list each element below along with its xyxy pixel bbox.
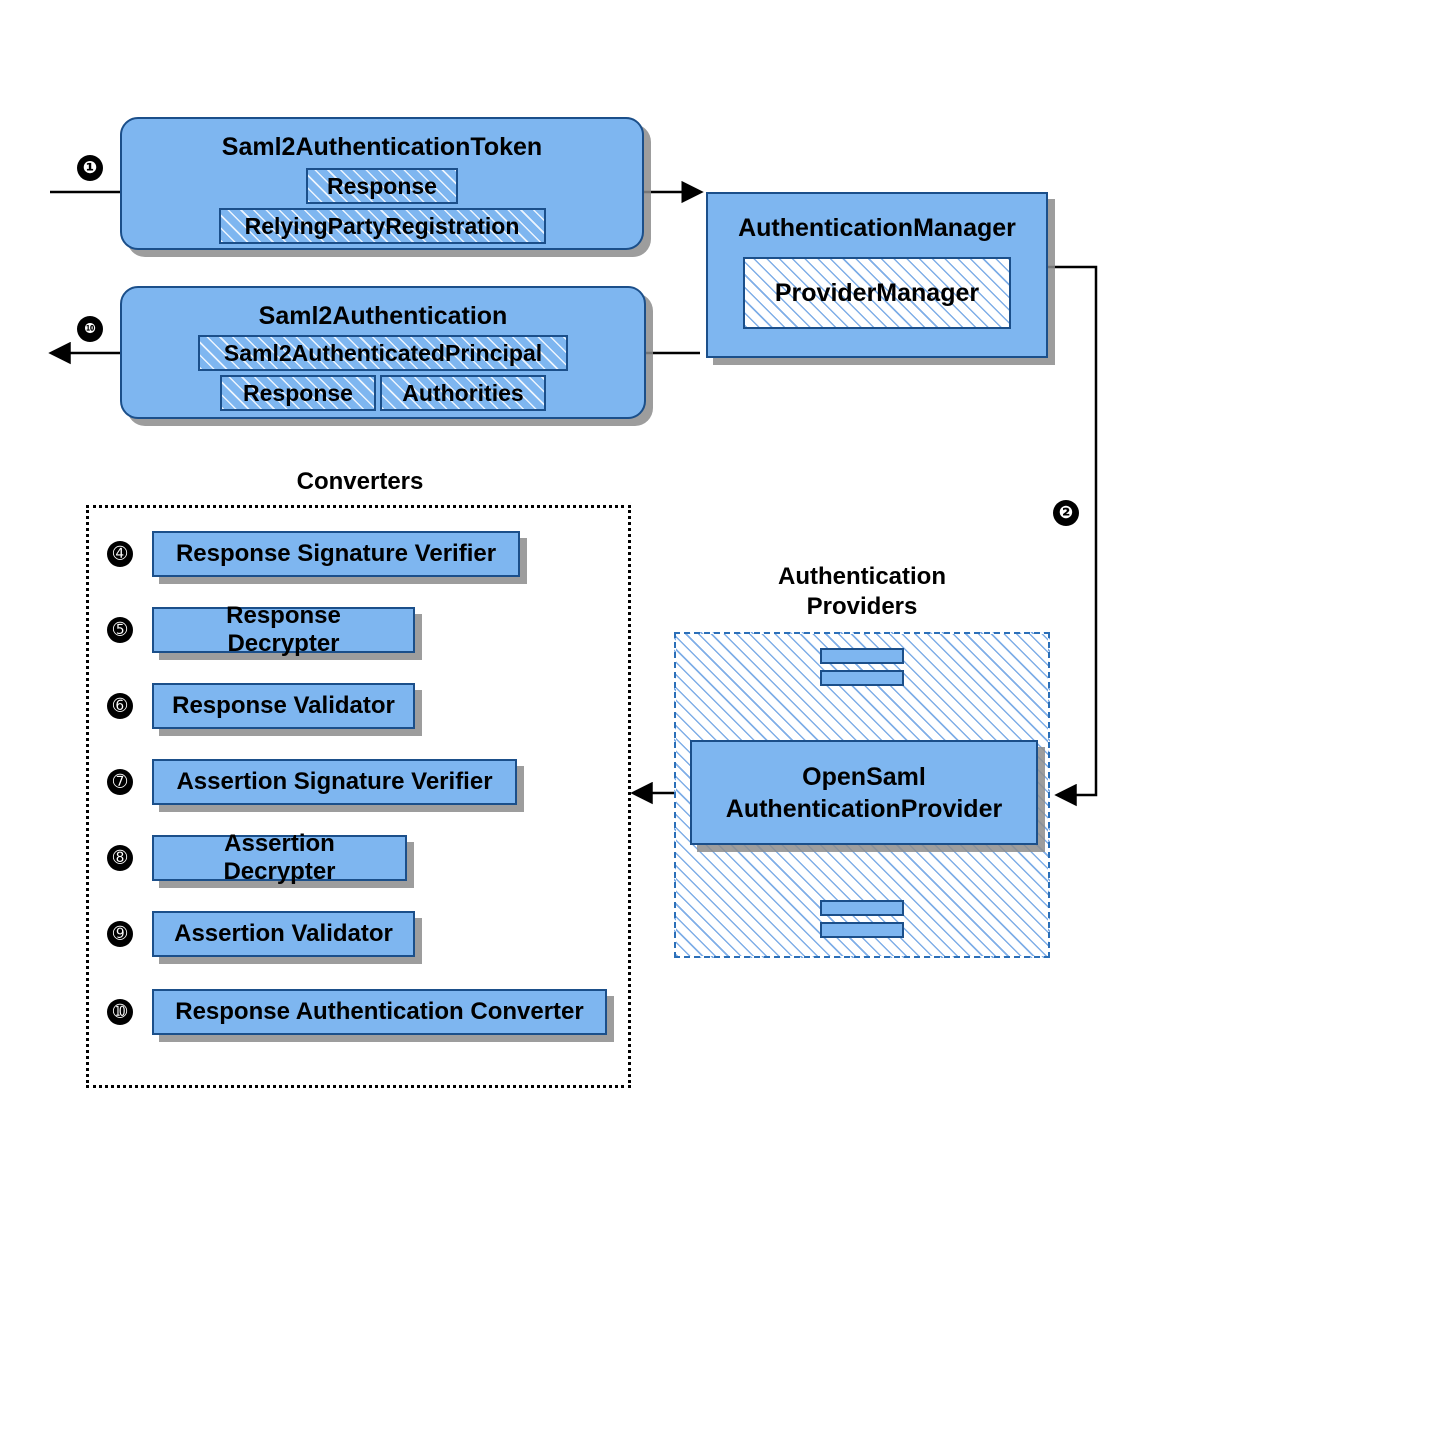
step-1-bullet: ❶ (77, 155, 103, 181)
provider-manager-box: ProviderManager (743, 257, 1011, 329)
step-3-bullet: ➃ (107, 541, 133, 567)
authentication-manager-box (706, 192, 1048, 358)
converter-response-validator: Response Validator (152, 683, 415, 729)
converter-assertion-signature-verifier: Assertion Signature Verifier (152, 759, 517, 805)
authentication-providers-label (724, 562, 1000, 622)
provider-stub-bottom-1 (820, 900, 904, 916)
step-9-bullet: ➉ (107, 999, 133, 1025)
converter-response-decrypter: Response Decrypter (152, 607, 415, 653)
converter-response-authentication-converter: Response Authentication Converter (152, 989, 607, 1035)
step-4-bullet: ➄ (107, 617, 133, 643)
token-field-response: Response (306, 168, 458, 204)
provider-stub-top-2 (820, 670, 904, 686)
opensaml-provider-line1: OpenSaml (802, 762, 926, 791)
authentication-providers-label-line1: Authentication (778, 563, 946, 590)
authentication-manager-title: AuthenticationManager (738, 214, 1016, 242)
saml2-authentication-box (120, 286, 646, 419)
authentication-box-title: Saml2Authentication (258, 302, 508, 330)
converters-label: Converters (296, 468, 424, 495)
converter-response-signature-verifier: Response Signature Verifier (152, 531, 520, 577)
authentication-field-principal: Saml2AuthenticatedPrincipal (198, 335, 568, 371)
authentication-field-authorities: Authorities (380, 375, 546, 411)
provider-stub-top-1 (820, 648, 904, 664)
opensaml-provider-line2: AuthenticationProvider (725, 794, 1003, 823)
authentication-field-response: Response (220, 375, 376, 411)
step-8-bullet: ➈ (107, 921, 133, 947)
step-5-bullet: ➅ (107, 693, 133, 719)
saml2-authentication-token-box (120, 117, 644, 250)
converter-assertion-decrypter: Assertion Decrypter (152, 835, 407, 881)
token-box-title: Saml2AuthenticationToken (221, 133, 543, 161)
step-2-bullet: ❷ (1053, 500, 1079, 526)
step-10-bullet: ❿ (77, 316, 103, 342)
token-field-relying-party-registration: RelyingPartyRegistration (219, 208, 546, 244)
authentication-providers-label-line2: Providers (806, 593, 918, 620)
converter-assertion-validator: Assertion Validator (152, 911, 415, 957)
opensaml-authentication-provider-box (690, 740, 1038, 845)
provider-stub-bottom-2 (820, 922, 904, 938)
step-6-bullet: ➆ (107, 769, 133, 795)
step-7-bullet: ➇ (107, 845, 133, 871)
